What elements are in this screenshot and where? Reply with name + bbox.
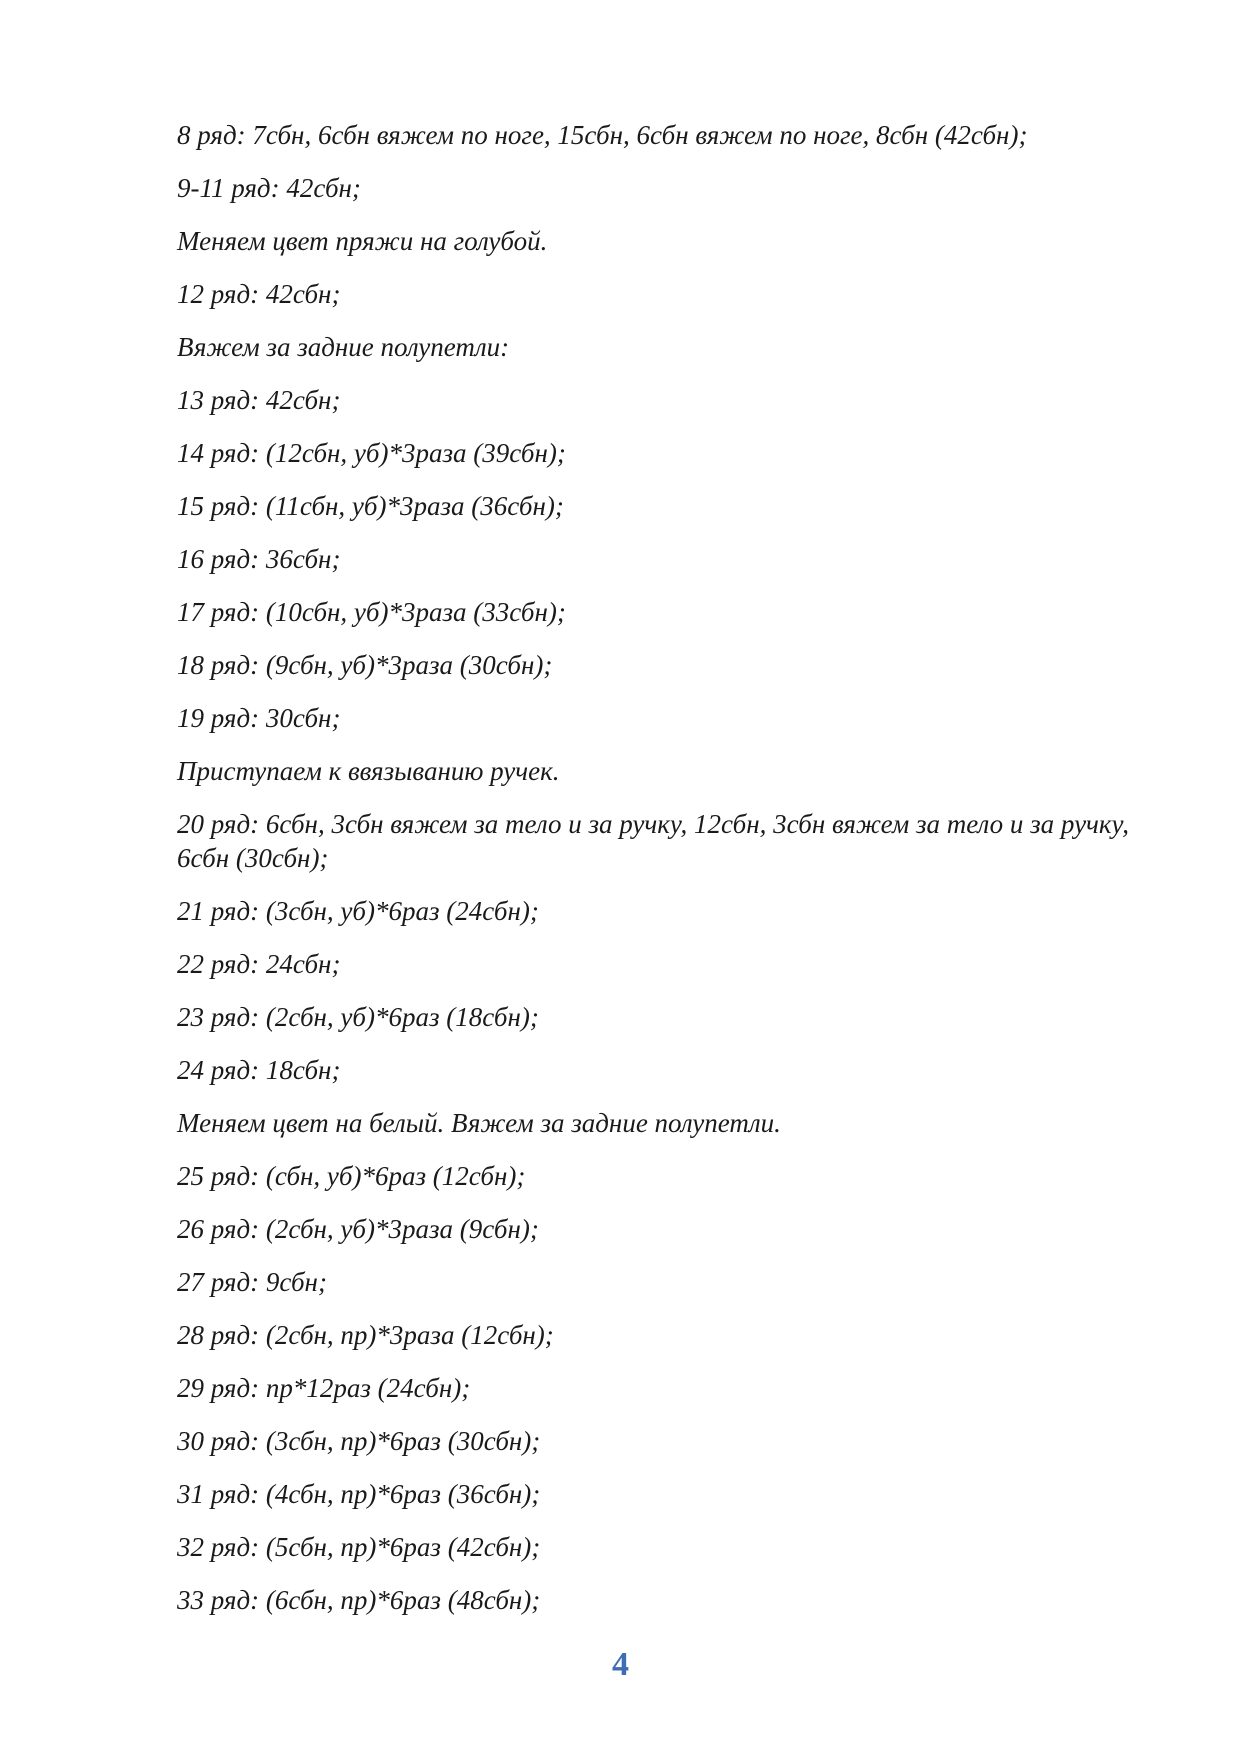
text-line-row-26: 26 ряд: (2сбн, уб)*3раза (9сбн); [177, 1214, 539, 1244]
text-line-row-24: 24 ряд: 18сбн; [177, 1055, 341, 1085]
text-line-row-31: 31 ряд: (4сбн, пр)*6раз (36сбн); [177, 1479, 541, 1509]
text-line-row-27: 27 ряд: 9сбн; [177, 1267, 327, 1297]
text-line-row-18: 18 ряд: (9сбн, уб)*3раза (30сбн); [177, 650, 553, 680]
text-line-row-8: 8 ряд: 7сбн, 6сбн вяжем по ноге, 15сбн, 6сбн вяжем по ноге, 8сбн (42сбн); [177, 120, 1028, 150]
text-line-instruction-change-white: Меняем цвет на белый. Вяжем за задние полупетли. [177, 1108, 781, 1138]
text-line-row-33: 33 ряд: (6сбн, пр)*6раз (48сбн); [177, 1585, 541, 1615]
text-line-row-14: 14 ряд: (12сбн, уб)*3раза (39сбн); [177, 438, 566, 468]
text-line-row-30: 30 ряд: (3сбн, пр)*6раз (30сбн); [177, 1426, 541, 1456]
page-number: 4 [612, 1646, 629, 1683]
text-line-row-19: 19 ряд: 30сбн; [177, 703, 341, 733]
text-line-row-32: 32 ряд: (5сбн, пр)*6раз (42сбн); [177, 1532, 541, 1562]
text-line-row-20: 20 ряд: 6сбн, 3сбн вяжем за тело и за ручку, 12сбн, 3сбн вяжем за тело и за ручку, 6сбн (30сбн); [177, 809, 1129, 873]
text-line-row-28: 28 ряд: (2сбн, пр)*3раза (12сбн); [177, 1320, 554, 1350]
text-line-row-21: 21 ряд: (3сбн, уб)*6раз (24сбн); [177, 896, 539, 926]
text-line-instruction-back-loops: Вяжем за задние полупетли: [177, 332, 510, 362]
text-line-row-22: 22 ряд: 24сбн; [177, 949, 341, 979]
text-line-row-12: 12 ряд: 42сбн; [177, 279, 341, 309]
text-line-row-25: 25 ряд: (сбн, уб)*6раз (12сбн); [177, 1161, 526, 1191]
text-line-instruction-change-blue: Меняем цвет пряжи на голубой. [177, 226, 548, 256]
text-line-row-29: 29 ряд: пр*12раз (24сбн); [177, 1373, 471, 1403]
text-line-row-23: 23 ряд: (2сбн, уб)*6раз (18сбн); [177, 1002, 539, 1032]
text-line-row-16: 16 ряд: 36сбн; [177, 544, 341, 574]
text-line-row-17: 17 ряд: (10сбн, уб)*3раза (33сбн); [177, 597, 566, 627]
text-line-rows-9-11: 9-11 ряд: 42сбн; [177, 173, 361, 203]
text-line-row-15: 15 ряд: (11сбн, уб)*3раза (36сбн); [177, 491, 564, 521]
text-line-row-13: 13 ряд: 42сбн; [177, 385, 341, 415]
text-line-instruction-attach-arms: Приступаем к ввязыванию ручек. [177, 756, 560, 786]
document-body [177, 118, 1157, 1636]
